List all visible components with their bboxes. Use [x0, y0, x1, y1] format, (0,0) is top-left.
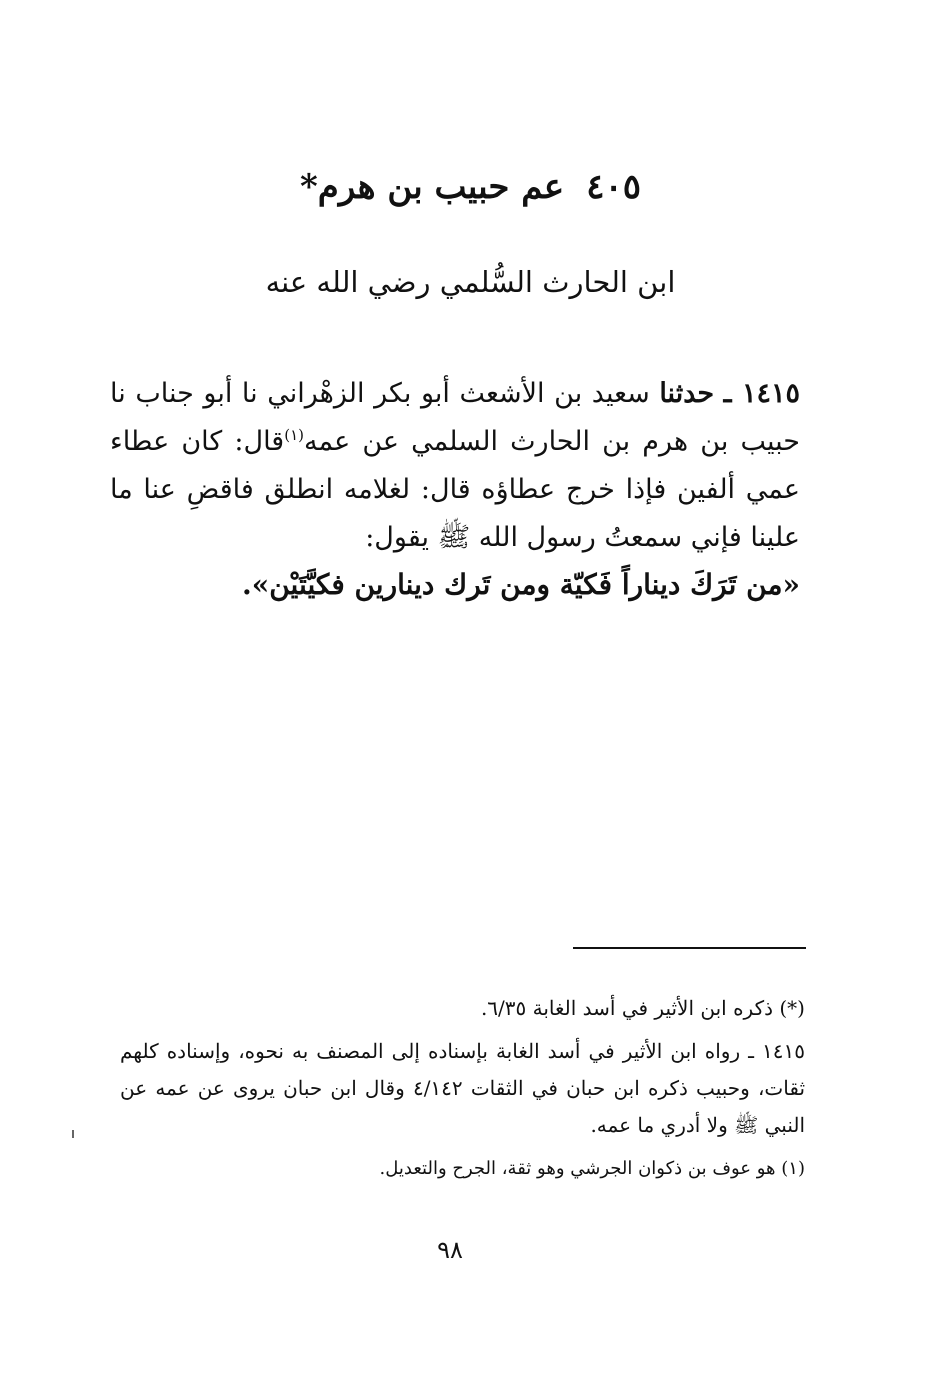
footnote-chapter-source: (*) ذكره ابن الأثير في أسد الغابة ٦/٣٥. — [480, 996, 805, 1020]
hadith-text — [110, 370, 800, 562]
chapter-heading — [150, 162, 791, 212]
page-number: ٩٨ — [437, 1236, 463, 1264]
footnote-narrator-note: (١) هو عوف بن ذكوان الجرشي وهو ثقة، الجرح والتعديل. — [379, 1158, 805, 1179]
scan-speck — [72, 1130, 74, 1138]
hadith-chain: سعيد بن الأشعث أبو بكر الزهْراني نا أبو جناب نا حبيب بن هرم بن الحارث السلمي عن عمه — [110, 378, 800, 457]
hadith-body: قال: كان عطاء عمي ألفين فإذا خرج عطاؤه قال: لغلامه انطلق فاقضِ عنا ما علينا فإني سمعتُ رسول الله ﷺ يقول: — [110, 426, 800, 553]
footnote-hadith-takhrij: ١٤١٥ ـ رواه ابن الأثير في أسد الغابة بإسناده إلى المصنف به نحوه، وإسناده كلهم ثقات، وحبيب ذكره ابن حبان في الثقات ٤/١٤٢ وقال ابن حبان يروى عن عمه عن النبي ﷺ ولا أدري ما عمه. — [120, 1039, 806, 1137]
footnotes — [120, 990, 805, 1193]
hadith-lead-word: حدثنا — [659, 378, 715, 409]
footnote-ref-mark: (١) — [284, 426, 304, 444]
footnote-divider — [573, 947, 806, 949]
hadith-number: ١٤١٥ ـ — [723, 378, 800, 409]
prophetic-quote: «من تَرَكَ ديناراً فَكيّة ومن تَرك دينارين فكيَّتَيْن». — [241, 568, 800, 601]
chapter-title: عم حبيب بن هرم* — [299, 167, 565, 207]
chapter-number: ٤٠٥ — [586, 167, 641, 207]
chapter-subheading: ابن الحارث السُّلمي رضي الله عنه — [265, 265, 676, 299]
